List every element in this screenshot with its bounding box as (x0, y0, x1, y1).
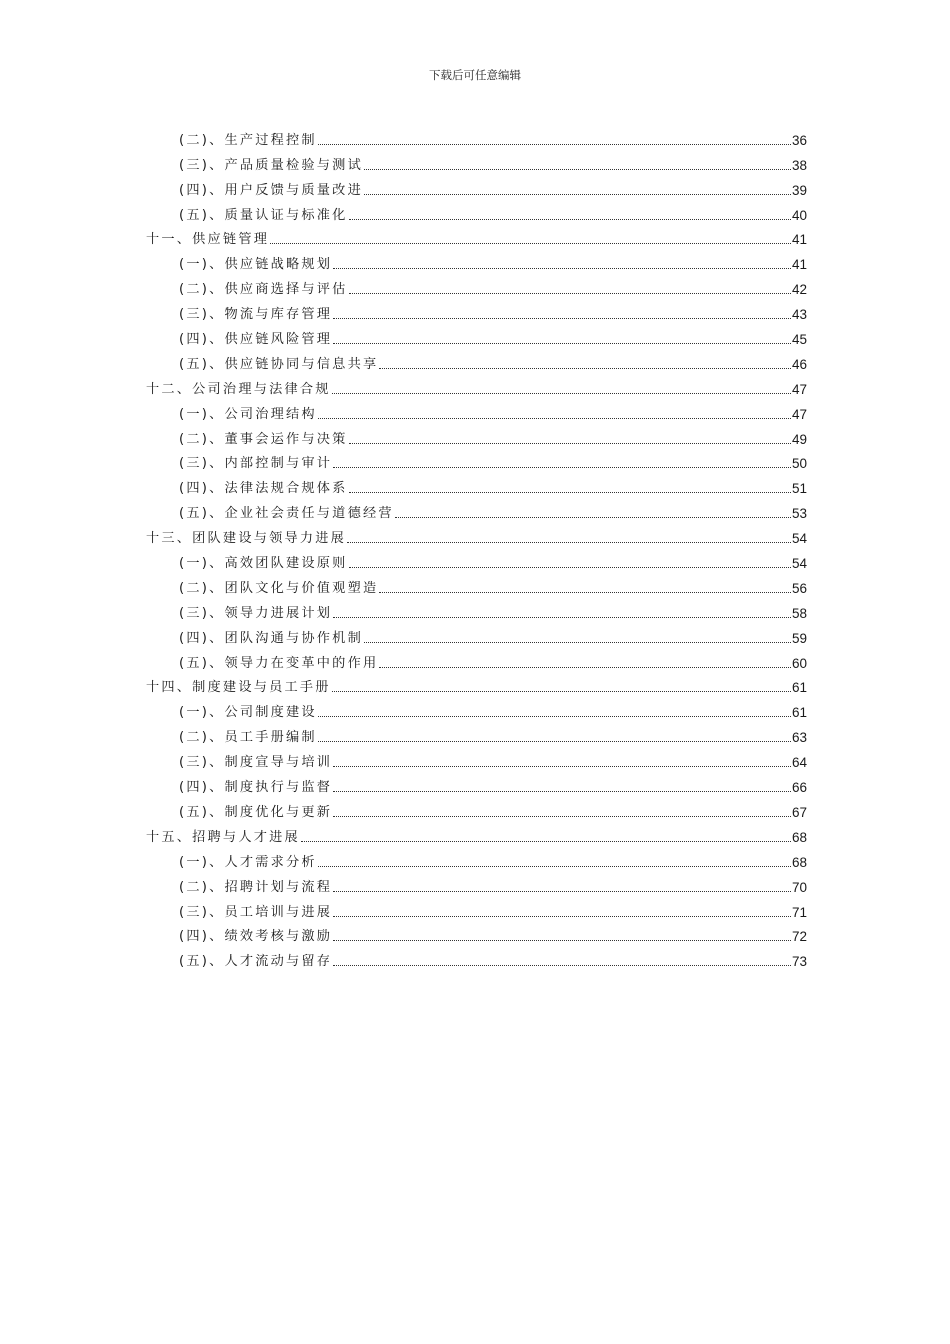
toc-page-number: 66 (791, 780, 807, 796)
toc-entry-title: 十五、招聘与人才进展 (146, 829, 300, 845)
toc-section-entry[interactable] (146, 597, 807, 622)
toc-section-entry[interactable] (146, 174, 807, 199)
toc-entry-title: (五)、制度优化与更新 (179, 804, 333, 820)
toc-entry-title: (四)、制度执行与监督 (179, 780, 333, 796)
toc-page-number: 41 (791, 257, 807, 273)
toc-page-number: 38 (791, 157, 807, 173)
toc-entry-title: (一)、公司治理结构 (179, 406, 317, 422)
toc-dot-leader (333, 791, 791, 792)
toc-section-entry[interactable] (146, 945, 807, 970)
toc-section-entry[interactable] (146, 423, 807, 448)
toc-section-entry[interactable] (146, 647, 807, 672)
toc-entry-title: (一)、高效团队建设原则 (179, 556, 348, 572)
toc-dot-leader (364, 169, 791, 170)
toc-dot-leader (318, 144, 791, 145)
toc-section-entry[interactable] (146, 497, 807, 522)
toc-dot-leader (333, 916, 791, 917)
toc-entry-title: (三)、内部控制与审计 (179, 456, 333, 472)
toc-page-number: 63 (791, 730, 807, 746)
toc-page-number: 54 (791, 556, 807, 572)
toc-entry-title: 十三、团队建设与领导力进展 (146, 531, 347, 547)
toc-dot-leader (349, 443, 791, 444)
toc-page-number: 61 (791, 705, 807, 721)
toc-page-number: 60 (791, 655, 807, 671)
toc-entry-title: (一)、供应链战略规划 (179, 257, 333, 273)
toc-section-entry[interactable] (146, 149, 807, 174)
toc-section-entry[interactable] (146, 124, 807, 149)
toc-section-entry[interactable] (146, 298, 807, 323)
page-header-note: 下载后可任意编辑 (429, 68, 521, 82)
toc-dot-leader (333, 268, 791, 269)
toc-dot-leader (333, 617, 791, 618)
toc-section-entry[interactable] (146, 921, 807, 946)
toc-entry-title: (三)、领导力进展计划 (179, 605, 333, 621)
toc-section-entry[interactable] (146, 199, 807, 224)
toc-dot-leader (349, 492, 791, 493)
toc-entry-title: (五)、人才流动与留存 (179, 954, 333, 970)
toc-entry-title: 十四、制度建设与员工手册 (146, 680, 331, 696)
toc-section-entry[interactable] (146, 721, 807, 746)
toc-entry-title: (五)、企业社会责任与道德经营 (179, 506, 394, 522)
toc-entry-title: (二)、员工手册编制 (179, 730, 317, 746)
toc-dot-leader (364, 642, 791, 643)
toc-section-entry[interactable] (146, 746, 807, 771)
toc-section-entry[interactable] (146, 273, 807, 298)
toc-entry-title: (四)、供应链风险管理 (179, 332, 333, 348)
toc-page-number: 46 (791, 356, 807, 372)
toc-section-entry[interactable] (146, 472, 807, 497)
toc-dot-leader (379, 592, 791, 593)
toc-section-entry[interactable] (146, 896, 807, 921)
toc-entry-title: (三)、员工培训与进展 (179, 904, 333, 920)
toc-entry-title: (五)、领导力在变革中的作用 (179, 655, 379, 671)
toc-page-number: 70 (791, 879, 807, 895)
toc-dot-leader (270, 243, 791, 244)
toc-entry-title: (三)、物流与库存管理 (179, 307, 333, 323)
toc-entry-title: (三)、产品质量检验与测试 (179, 157, 363, 173)
toc-section-entry[interactable] (146, 448, 807, 473)
toc-section-entry[interactable] (146, 323, 807, 348)
toc-section-entry[interactable] (146, 871, 807, 896)
toc-entry-title: 十一、供应链管理 (146, 232, 270, 248)
toc-dot-leader (333, 965, 791, 966)
toc-dot-leader (318, 716, 791, 717)
toc-dot-leader (349, 219, 791, 220)
toc-entry-title: (二)、供应商选择与评估 (179, 282, 348, 298)
toc-page-number: 40 (791, 207, 807, 223)
toc-chapter-entry[interactable] (146, 224, 807, 249)
toc-entry-title: (四)、团队沟通与协作机制 (179, 630, 363, 646)
toc-entry-title: (四)、用户反馈与质量改进 (179, 182, 363, 198)
toc-page-number: 67 (791, 804, 807, 820)
toc-page-number: 72 (791, 929, 807, 945)
toc-dot-leader (347, 542, 791, 543)
toc-page-number: 59 (791, 630, 807, 646)
toc-page-number: 53 (791, 506, 807, 522)
toc-section-entry[interactable] (146, 771, 807, 796)
toc-dot-leader (318, 866, 791, 867)
toc-section-entry[interactable] (146, 348, 807, 373)
toc-dot-leader (395, 517, 791, 518)
toc-page-number: 58 (791, 605, 807, 621)
toc-chapter-entry[interactable] (146, 373, 807, 398)
toc-dot-leader (332, 691, 791, 692)
toc-section-entry[interactable] (146, 622, 807, 647)
toc-page-number: 56 (791, 580, 807, 596)
toc-dot-leader (364, 194, 791, 195)
toc-dot-leader (333, 343, 791, 344)
toc-chapter-entry[interactable] (146, 821, 807, 846)
toc-page-number: 73 (791, 954, 807, 970)
toc-dot-leader (318, 418, 791, 419)
table-of-contents (146, 124, 807, 970)
toc-dot-leader (301, 841, 791, 842)
toc-chapter-entry[interactable] (146, 672, 807, 697)
toc-page-number: 36 (791, 132, 807, 148)
toc-page-number: 51 (791, 481, 807, 497)
toc-chapter-entry[interactable] (146, 522, 807, 547)
toc-page-number: 47 (791, 381, 807, 397)
toc-section-entry[interactable] (146, 547, 807, 572)
toc-dot-leader (333, 816, 791, 817)
toc-dot-leader (318, 741, 791, 742)
toc-page-number: 41 (791, 232, 807, 248)
toc-entry-title: (二)、团队文化与价值观塑造 (179, 580, 379, 596)
toc-page-number: 71 (791, 904, 807, 920)
toc-section-entry[interactable] (146, 248, 807, 273)
toc-dot-leader (333, 940, 791, 941)
toc-entry-title: (一)、公司制度建设 (179, 705, 317, 721)
toc-entry-title: 十二、公司治理与法律合规 (146, 381, 331, 397)
toc-section-entry[interactable] (146, 796, 807, 821)
toc-page-number: 61 (791, 680, 807, 696)
toc-page-number: 54 (791, 531, 807, 547)
toc-page-number: 39 (791, 182, 807, 198)
toc-page-number: 42 (791, 282, 807, 298)
toc-section-entry[interactable] (146, 398, 807, 423)
toc-entry-title: (三)、制度宣导与培训 (179, 755, 333, 771)
toc-page-number: 45 (791, 332, 807, 348)
toc-dot-leader (333, 318, 791, 319)
toc-entry-title: (一)、人才需求分析 (179, 854, 317, 870)
toc-section-entry[interactable] (146, 846, 807, 871)
toc-page-number: 64 (791, 755, 807, 771)
toc-dot-leader (379, 368, 791, 369)
toc-dot-leader (333, 891, 791, 892)
toc-entry-title: (二)、招聘计划与流程 (179, 879, 333, 895)
toc-page-number: 50 (791, 456, 807, 472)
toc-page-number: 68 (791, 829, 807, 845)
toc-page-number: 49 (791, 431, 807, 447)
toc-dot-leader (333, 766, 791, 767)
toc-page-number: 47 (791, 406, 807, 422)
toc-section-entry[interactable] (146, 572, 807, 597)
toc-entry-title: (二)、生产过程控制 (179, 132, 317, 148)
toc-dot-leader (379, 667, 791, 668)
toc-dot-leader (349, 567, 791, 568)
toc-page-number: 43 (791, 307, 807, 323)
toc-section-entry[interactable] (146, 696, 807, 721)
toc-entry-title: (四)、法律法规合规体系 (179, 481, 348, 497)
toc-entry-title: (五)、质量认证与标准化 (179, 207, 348, 223)
toc-dot-leader (332, 393, 791, 394)
toc-entry-title: (五)、供应链协同与信息共享 (179, 356, 379, 372)
toc-entry-title: (二)、董事会运作与决策 (179, 431, 348, 447)
toc-dot-leader (349, 293, 791, 294)
toc-entry-title: (四)、绩效考核与激励 (179, 929, 333, 945)
toc-page-number: 68 (791, 854, 807, 870)
toc-dot-leader (333, 467, 791, 468)
